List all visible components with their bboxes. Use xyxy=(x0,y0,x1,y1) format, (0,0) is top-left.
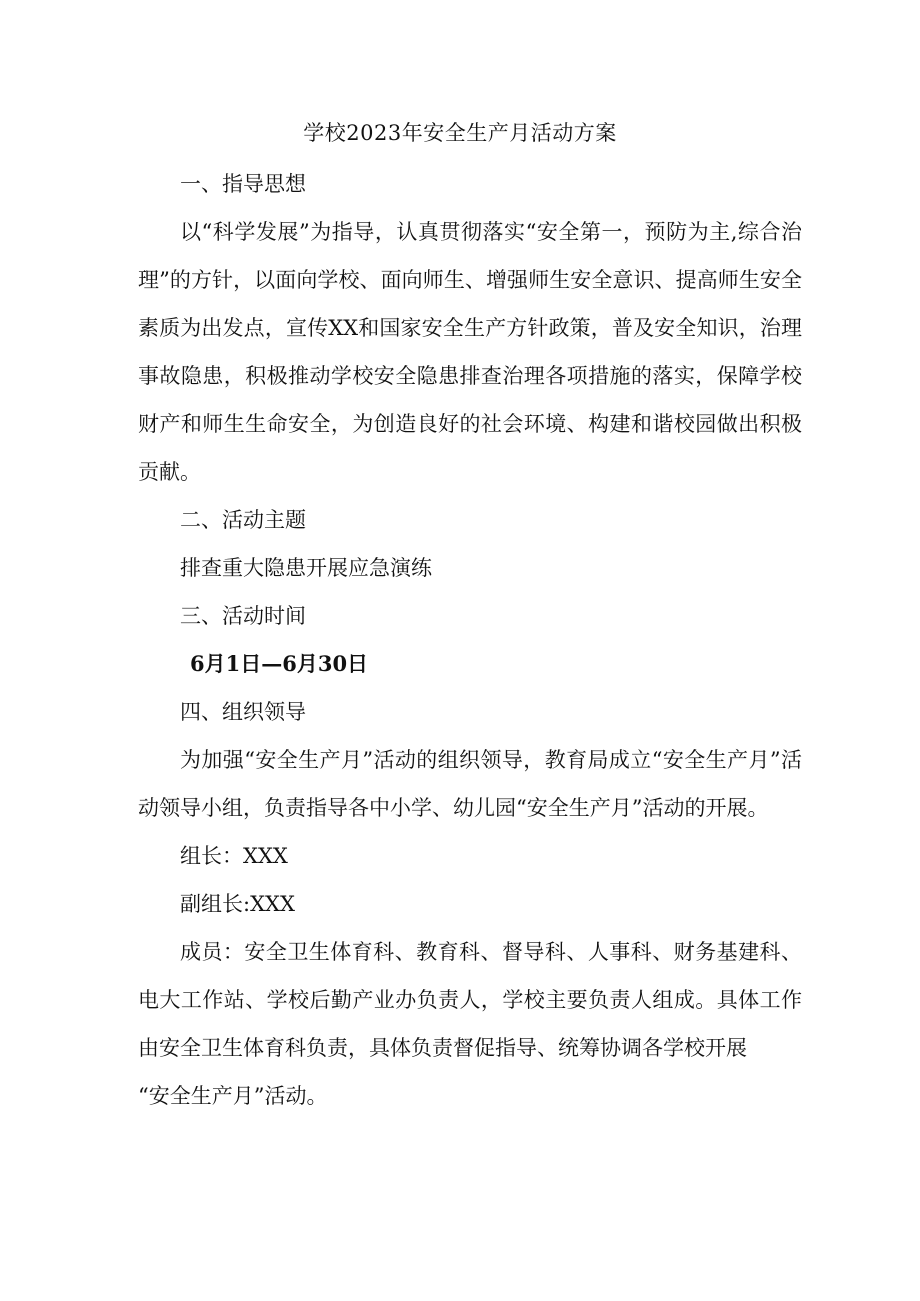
section-heading-organization: 四、组织领导 xyxy=(180,700,306,724)
paragraph-deputy-leader: 副组长:XXX xyxy=(180,892,295,916)
paragraph-activity-time: 6月1日—6月30日 xyxy=(190,651,369,676)
document-title: 学校2023年安全生产月活动方案 xyxy=(303,121,617,145)
paragraph-members-end: “安全生产月”活动。 xyxy=(138,1084,328,1108)
document-body xyxy=(138,160,802,1120)
section-heading-activity-theme: 二、活动主题 xyxy=(180,508,306,532)
paragraph-organization: 为加强“安全生产月”活动的组织领导，教育局成立“安全生产月”活动领导小组，负责指导各中小学、幼儿园“安全生产月”活动的开展。 xyxy=(138,748,802,820)
section-heading-activity-time: 三、活动时间 xyxy=(180,604,306,628)
paragraph-group-leader: 组长：XXX xyxy=(180,844,288,868)
section-heading-guiding-ideology: 一、指导思想 xyxy=(180,172,306,196)
paragraph-members: 成员：安全卫生体育科、教育科、督导科、人事科、财务基建科、电大工作站、学校后勤产业办负责人，学校主要负责人组成。具体工作由安全卫生体育科负责，具体负责督促指导、统筹协调各学校开展 xyxy=(138,940,802,1060)
paragraph-activity-theme: 排查重大隐患开展应急演练 xyxy=(180,556,432,580)
paragraph-guiding-ideology: 以“科学发展”为指导，认真贯彻落实“安全第一，预防为主,综合治理”的方针，以面向学校、面向师生、增强师生安全意识、提高师生安全素质为出发点，宣传XX和国家安全生产方针政策，普及安全知识，治理事故隐患，积极推动学校安全隐患排查治理各项措施的落实，保障学校财产和师生生命安全，为创造良好的社会环境、构建和谐校园做出积极贡献。 xyxy=(138,220,802,484)
